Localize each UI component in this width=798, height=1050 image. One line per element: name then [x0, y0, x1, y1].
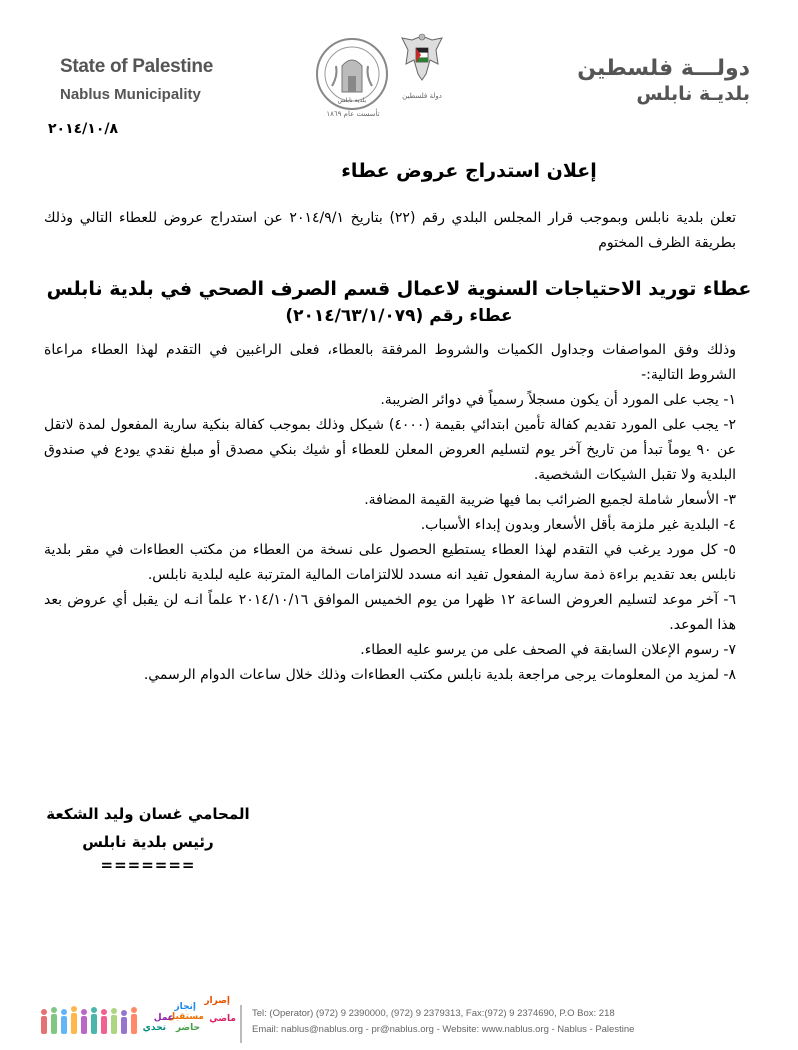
tender-title: عطاء توريد الاحتياجات السنوية لاعمال قسم الصرف الصحي في بلدية نابلس [46, 278, 752, 300]
seal-year: تأسست عام ١٨٦٩ [326, 110, 380, 118]
emblem-caption: دولة فلسطين [402, 92, 442, 100]
palestine-emblem-icon [398, 30, 446, 92]
condition-item: ٦- آخر موعد لتسليم العروض الساعة ١٢ ظهرا من يوم الخميس الموافق ٢٠١٤/١٠/١٦ علماً انـه لن يقبل أي عروض بعد هذا الموعد. [44, 592, 737, 633]
condition-item: ٧- رسوم الإعلان السابقة في الصحف على من يرسو عليه العطاء. [360, 642, 736, 658]
slogan-word: إصرار [204, 996, 230, 1006]
condition-item: ٢- يجب على المورد تقديم كفالة تأمين ابتدائي بقيمة (٤٠٠٠) شيكل وذلك بموجب كفالة بنكية سارية المفعول لمدة لاتقل عن ٩٠ يوماً تبدأ من تاريخ آخر يوم لتسليم العروض المعلن للعطاء أو شيك بنكي مصدق أو مبلغ نقدي يودع في صندوق البلدية ولا تقبل الشيكات الشخصية. [44, 417, 736, 483]
footer-divider [240, 1005, 242, 1043]
header-english [60, 56, 213, 103]
tender-number: عطاء رقم (٢٠١٤/٦٣/١/٠٧٩) [285, 306, 513, 326]
announcement-title: إعلان استدراج عروض عطاء [341, 160, 597, 182]
condition-item: ١- يجب على المورد أن يكون مسجلاً رسمياً في دوائر الضريبة. [380, 392, 736, 408]
slogan-word: مستقبل [167, 1012, 204, 1022]
seal-caption: بلدية نابلس [337, 97, 367, 104]
intro-paragraph: تعلن بلدية نابلس وبموجب قرار المجلس البلدي رقم (٢٢) بتاريخ ٢٠١٤/٩/١ عن استدراج عروض للعطاء التالي وذلك بطريقة الظرف المختوم [44, 210, 736, 251]
slogan-word: إنجاز [174, 1002, 196, 1012]
document-date: ٢٠١٤/١٠/٨ [48, 121, 119, 137]
conditions-section [44, 338, 736, 688]
signature-underline: ======= [100, 856, 196, 874]
signatory-position: رئيس بلدية نابلس [82, 833, 214, 851]
condition-item: ٤- البلدية غير ملزمة بأقل الأسعار وبدون إبداء الأسباب. [420, 517, 736, 533]
slogan-word: حاضر [175, 1023, 200, 1033]
slogan-word: ماضي [209, 1014, 236, 1024]
signatory-name: المحامي غسان وليد الشكعة [46, 805, 250, 823]
header-state-ar: دولـــة فلسطين [577, 56, 750, 81]
condition-item: ٥- كل مورد يرغب في التقدم لهذا العطاء يستطيع الحصول على نسخة من العطاء من مكتب العطاءات في مقر بلدية نابلس بعد تقديم براءة ذمة سارية المفعول تفيد انه مسدد للالتزامات المالية المترتبة عليه لبلدية نابلس. [44, 542, 736, 583]
slogan-word: عمل [153, 1013, 174, 1023]
municipality-seal-icon [314, 36, 390, 112]
slogan-word: تحدي [142, 1023, 166, 1033]
header-municipality-en: Nablus Municipality [60, 86, 201, 103]
header-state-en: State of Palestine [60, 56, 213, 77]
conditions-intro: وذلك وفق المواصفات وجداول الكميات والشروط المرفقة بالعطاء، فعلى الراغبين في التقدم لهذا العطاء مراعاة الشروط التالية:- [44, 342, 736, 383]
header-arabic [577, 56, 750, 105]
header-municipality-ar: بلديـة نابلس [636, 83, 750, 105]
footer-web: Email: nablus@nablus.org - pr@nablus.org - Website: www.nablus.org - Nablus - Palestine [252, 1024, 635, 1035]
footer-contact: Tel: (Operator) (972) 9 2390000, (972) 9 2379313, Fax:(972) 9 2374690, P.O Box: 218 [252, 1008, 615, 1019]
condition-item: ٨- لمزيد من المعلومات يرجى مراجعة بلدية نابلس مكتب العطاءات وذلك خلال ساعات الدوام الرسمي. [143, 667, 736, 683]
condition-item: ٣- الأسعار شاملة لجميع الضرائب بما فيها ضريبة القيمة المضافة. [364, 492, 736, 508]
footer-slogan [140, 996, 236, 1040]
